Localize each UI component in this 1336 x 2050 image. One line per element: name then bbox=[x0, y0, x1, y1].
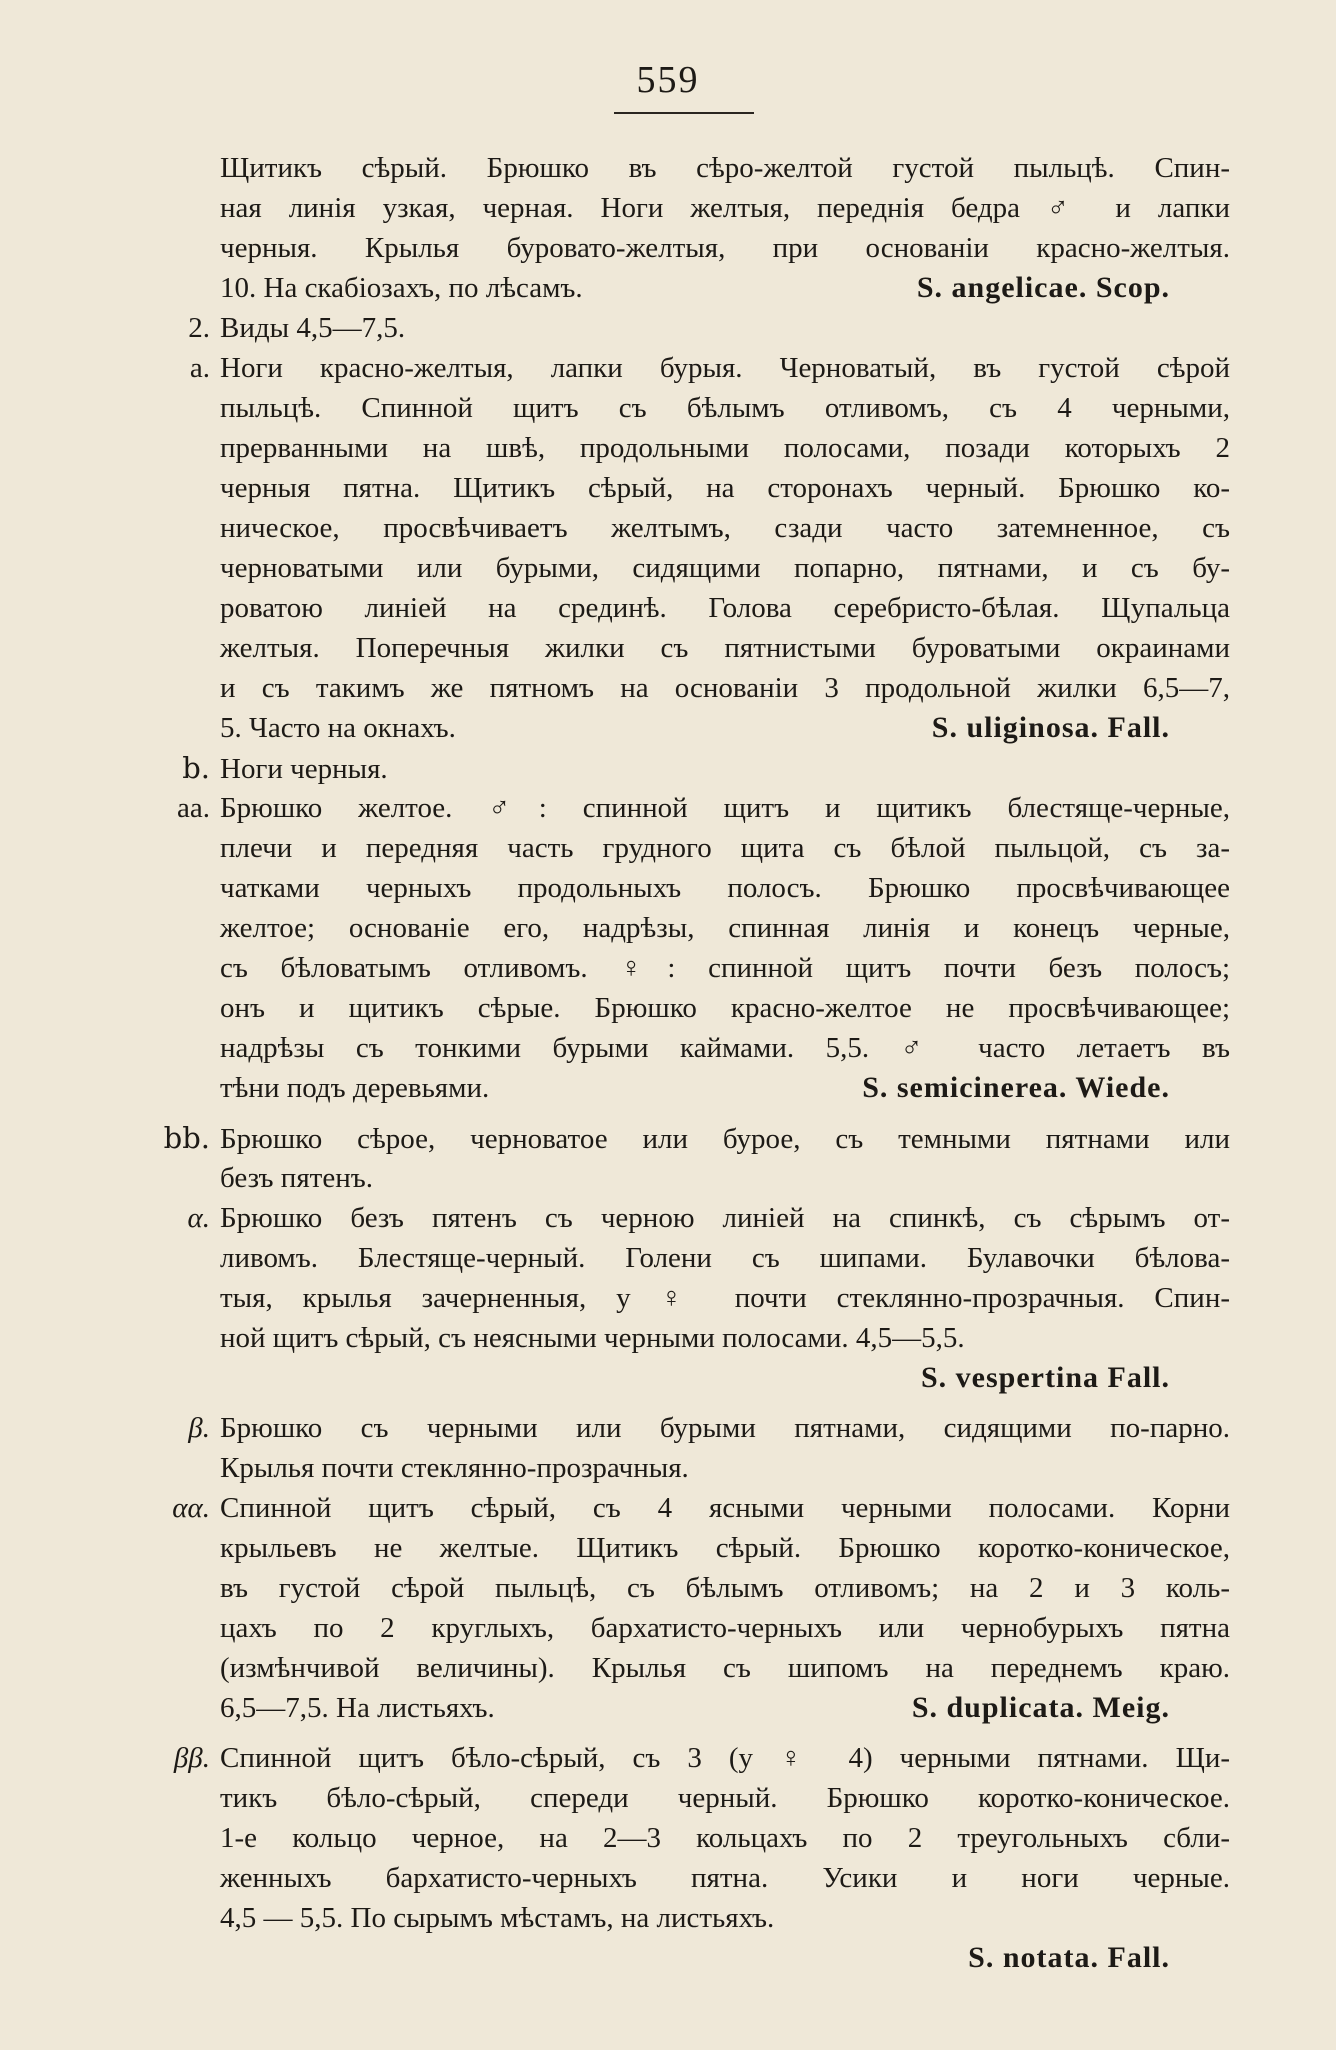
line-text: черныя пятна. Щитикъ сѣрый, на сторонахъ черный. Брюшко ко- bbox=[220, 472, 1230, 504]
text-line bbox=[150, 308, 1230, 348]
text-line bbox=[150, 468, 1230, 508]
species-name: S. semicinerea. Wiede. bbox=[862, 1071, 1170, 1104]
text-line bbox=[150, 348, 1230, 388]
line-text: онъ и щитикъ сѣрые. Брюшко красно-желтое не просвѣчивающее; bbox=[220, 992, 1230, 1024]
page-number: 559 bbox=[636, 59, 700, 101]
text-line bbox=[150, 1158, 1230, 1198]
line-text: роватою линіей на срединѣ. Голова серебристо-бѣлая. Щупальца bbox=[220, 592, 1230, 624]
line-text: (измѣнчивой величины). Крылья съ шипомъ на переднемъ краю. bbox=[220, 1652, 1230, 1684]
line-text: Брюшко сѣрое, черноватое или бурое, съ темными пятнами или bbox=[220, 1123, 1230, 1155]
text-line bbox=[150, 1488, 1230, 1528]
text-line bbox=[150, 748, 1230, 788]
text-line bbox=[150, 948, 1230, 988]
line-text: тикъ бѣло-сѣрый, спереди черный. Брюшко коротко-коническое. bbox=[220, 1782, 1230, 1814]
line-text: Брюшко желтое. ♂: спинной щитъ и щитикъ блестяще-черные, bbox=[220, 792, 1230, 824]
line-text: Брюшко съ черными или бурыми пятнами, сидящими по-парно. bbox=[220, 1412, 1230, 1444]
text-line bbox=[150, 388, 1230, 428]
line-text: 4,5 — 5,5. По сырымъ мѣстамъ, на листьяхъ. bbox=[220, 1902, 775, 1934]
line-text: 5. Часто на окнахъ. bbox=[220, 712, 456, 744]
key-label: α. bbox=[187, 1202, 210, 1234]
text-line bbox=[150, 1648, 1230, 1688]
text-line bbox=[150, 1528, 1230, 1568]
line-text: надрѣзы съ тонкими бурыми каймами. 5,5. ♂ часто летаетъ въ bbox=[220, 1032, 1230, 1064]
key-label: aa. bbox=[177, 792, 210, 824]
species-name: S. vespertina Fall. bbox=[921, 1361, 1170, 1394]
line-text: Щитикъ сѣрый. Брюшко въ сѣро-желтой густой пыльцѣ. Спин- bbox=[220, 152, 1230, 184]
text-line bbox=[150, 868, 1230, 908]
line-text: и съ такимъ же пятномъ на основаніи 3 продольной жилки 6,5—7, bbox=[220, 672, 1230, 704]
text-line bbox=[150, 228, 1230, 268]
line-text: ническое, просвѣчиваетъ желтымъ, сзади часто затемненное, съ bbox=[220, 512, 1230, 544]
key-label: b. bbox=[182, 751, 210, 785]
species-name: S. angelicae. Scop. bbox=[916, 271, 1170, 304]
text-line bbox=[150, 828, 1230, 868]
line-text: Ноги черныя. bbox=[220, 753, 388, 785]
species-name: S. notata. Fall. bbox=[968, 1941, 1170, 1974]
line-text: цахъ по 2 круглыхъ, бархатисто-черныхъ или чернобурыхъ пятна bbox=[220, 1612, 1230, 1644]
text-line bbox=[150, 1858, 1230, 1898]
text-line bbox=[150, 1118, 1230, 1158]
text-line bbox=[150, 148, 1230, 188]
text-line bbox=[150, 1448, 1230, 1488]
key-label: a. bbox=[189, 352, 210, 384]
line-text: плечи и передняя часть грудного щита съ бѣлой пыльцой, съ за- bbox=[220, 832, 1230, 864]
header-rule bbox=[614, 112, 754, 114]
text-line bbox=[150, 1938, 1230, 1978]
key-label: ββ. bbox=[173, 1742, 210, 1774]
key-label: β. bbox=[188, 1412, 210, 1444]
text-line bbox=[150, 1358, 1230, 1398]
line-text: въ густой сѣрой пыльцѣ, съ бѣлымъ отливомъ; на 2 и 3 коль- bbox=[220, 1572, 1230, 1604]
line-text: ливомъ. Блестяще-черный. Голени съ шипами. Булавочки бѣлова- bbox=[220, 1242, 1230, 1274]
line-text: женныхъ бархатисто-черныхъ пятна. Усики и ноги черные. bbox=[220, 1862, 1230, 1894]
line-text: черноватыми или бурыми, сидящими попарно, пятнами, и съ бу- bbox=[220, 552, 1230, 584]
text-line bbox=[150, 708, 1230, 748]
text-line bbox=[150, 1238, 1230, 1278]
species-name: S. uliginosa. Fall. bbox=[931, 711, 1170, 744]
text-line bbox=[150, 908, 1230, 948]
key-label: bb. bbox=[163, 1121, 210, 1155]
text-line bbox=[150, 1568, 1230, 1608]
line-text: Крылья почти стеклянно-прозрачныя. bbox=[220, 1452, 689, 1484]
line-text: 6,5—7,5. На листьяхъ. bbox=[220, 1692, 495, 1724]
text-line bbox=[150, 628, 1230, 668]
line-text: 10. На скабіозахъ, по лѣсамъ. bbox=[220, 272, 583, 304]
species-name: S. duplicata. Meig. bbox=[911, 1691, 1170, 1724]
text-line bbox=[150, 1068, 1230, 1108]
text-line bbox=[150, 1608, 1230, 1648]
line-text: тыя, крылья зачерненныя, у ♀ почти стеклянно-прозрачныя. Спин- bbox=[220, 1282, 1230, 1314]
line-text: безъ пятенъ. bbox=[220, 1162, 373, 1194]
line-text: Виды 4,5—7,5. bbox=[220, 312, 406, 344]
key-label: 2. bbox=[188, 312, 210, 344]
line-text: Ноги красно-желтыя, лапки бурыя. Черноватый, въ густой сѣрой bbox=[220, 352, 1230, 384]
text-line bbox=[150, 188, 1230, 228]
text-line bbox=[150, 1278, 1230, 1318]
text-line bbox=[150, 268, 1230, 308]
text-line bbox=[150, 428, 1230, 468]
line-text: черныя. Крылья буровато-желтыя, при основаніи красно-желтыя. bbox=[220, 232, 1230, 264]
line-text: ная линія узкая, черная. Ноги желтыя, переднія бедра ♂ и лапки bbox=[220, 192, 1230, 224]
text-line bbox=[150, 1818, 1230, 1858]
text-line bbox=[150, 1898, 1230, 1938]
text-line bbox=[150, 1198, 1230, 1238]
line-text: съ бѣловатымъ отливомъ. ♀: спинной щитъ почти безъ полосъ; bbox=[220, 952, 1230, 984]
text-line bbox=[150, 588, 1230, 628]
text-line bbox=[150, 988, 1230, 1028]
line-text: желтыя. Поперечныя жилки съ пятнистыми буроватыми окраинами bbox=[220, 632, 1230, 664]
line-text: чатками черныхъ продольныхъ полосъ. Брюшко просвѣчивающее bbox=[220, 872, 1230, 904]
text-line bbox=[150, 1778, 1230, 1818]
text-line bbox=[150, 1738, 1230, 1778]
line-text: желтое; основаніе его, надрѣзы, спинная линія и конецъ черные, bbox=[220, 912, 1230, 944]
line-text: Брюшко безъ пятенъ съ черною линіей на спинкѣ, съ сѣрымъ от- bbox=[220, 1202, 1230, 1234]
text-body bbox=[150, 148, 1230, 1978]
text-line bbox=[150, 788, 1230, 828]
line-text: Спинной щитъ бѣло-сѣрый, съ 3 (у ♀ 4) черными пятнами. Щи- bbox=[220, 1742, 1230, 1774]
key-label: αα. bbox=[172, 1492, 210, 1524]
text-line bbox=[150, 508, 1230, 548]
text-line bbox=[150, 1318, 1230, 1358]
text-line bbox=[150, 548, 1230, 588]
line-text: пыльцѣ. Спинной щитъ съ бѣлымъ отливомъ, съ 4 черными, bbox=[220, 392, 1230, 424]
line-text: 1-е кольцо черное, на 2—3 кольцахъ по 2 треугольныхъ сбли- bbox=[220, 1822, 1230, 1854]
text-line bbox=[150, 1688, 1230, 1728]
line-text: крыльевъ не желтые. Щитикъ сѣрый. Брюшко коротко-коническое, bbox=[220, 1532, 1230, 1564]
line-text: ной щитъ сѣрый, съ неясными черными полосами. 4,5—5,5. bbox=[220, 1322, 965, 1354]
line-text: тѣни подъ деревьями. bbox=[220, 1072, 490, 1104]
text-line bbox=[150, 668, 1230, 708]
text-line bbox=[150, 1408, 1230, 1448]
line-text: Спинной щитъ сѣрый, съ 4 ясными черными полосами. Корни bbox=[220, 1492, 1230, 1524]
line-text: прерванными на швѣ, продольными полосами, позади которыхъ 2 bbox=[220, 432, 1230, 464]
text-line bbox=[150, 1028, 1230, 1068]
